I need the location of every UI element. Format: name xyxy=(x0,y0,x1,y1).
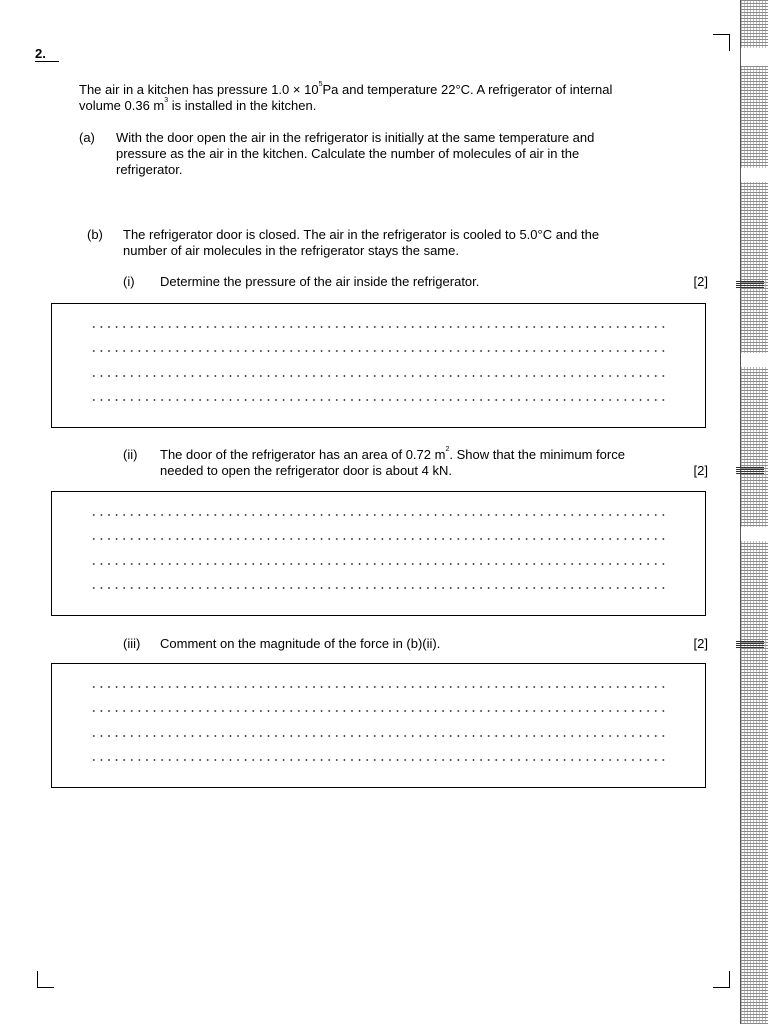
margin-tick-b-ii xyxy=(736,467,764,474)
answer-line xyxy=(90,538,670,540)
answer-box-b-i[interactable] xyxy=(51,303,706,428)
question-intro xyxy=(79,82,679,114)
answer-line xyxy=(90,399,670,401)
part-a-label: (a) xyxy=(79,130,95,145)
answer-line xyxy=(90,759,670,761)
answer-line xyxy=(90,735,670,737)
question-number-underline xyxy=(35,61,59,62)
answer-line xyxy=(90,710,670,712)
part-b-ii-label: (ii) xyxy=(123,447,138,462)
margin-strip-gap xyxy=(741,353,768,367)
answer-line xyxy=(90,514,670,516)
intro-line-2: volume 0.36 $m^3$ is installed in the kitchen. xyxy=(79,97,317,113)
question-number: 2. xyxy=(35,46,46,61)
answer-line xyxy=(90,686,670,688)
crop-mark-bottom-left xyxy=(37,987,54,988)
answer-line xyxy=(90,563,670,565)
crop-mark-top-right-vertical xyxy=(729,34,730,51)
part-b-i-text: Determine the pressure of the air inside the refrigerator. xyxy=(160,274,480,289)
margin-strip-gap xyxy=(741,527,768,541)
margin-strip-gap xyxy=(741,48,768,66)
part-b-iii-text: Comment on the magnitude of the force in (b)(ii). xyxy=(160,636,441,651)
part-b-iii-label: (iii) xyxy=(123,636,141,651)
margin-tick-b-iii xyxy=(736,641,764,648)
part-b-label: (b) xyxy=(87,227,103,242)
margin-strip-gap xyxy=(741,168,768,182)
part-b-i-marks: [2] xyxy=(693,274,708,289)
part-a-text: With the door open the air in the refrigerator is initially at the same temperature and pressure as the air in the kitchen. Calculate the number of molecules of air in the refrigerator. xyxy=(116,130,595,177)
part-b-ii-text: The door of the refrigerator has an area of 0.72 $m^2$. Show that the minimum force needed to open the refrigerator door is about 4 kN. xyxy=(160,446,625,478)
answer-line xyxy=(90,350,670,352)
crop-mark-top-right xyxy=(713,34,730,35)
answer-line xyxy=(90,326,670,328)
margin-tick-b-i xyxy=(736,281,764,288)
crop-mark-bottom-left-vertical xyxy=(37,971,38,988)
part-b-ii-marks: [2] xyxy=(693,463,708,478)
part-b-i-label: (i) xyxy=(123,274,135,289)
crop-mark-bottom-right xyxy=(713,987,730,988)
answer-box-b-iii[interactable] xyxy=(51,663,706,788)
crop-mark-bottom-right-vertical xyxy=(729,971,730,988)
intro-line-1: The air in a kitchen has pressure $1.0 \times 10^5Pa$ and temperature 22°C. A refrigerator of internal xyxy=(79,81,613,97)
part-b-iii-marks: [2] xyxy=(693,636,708,651)
answer-line xyxy=(90,587,670,589)
part-b-text: The refrigerator door is closed. The air in the refrigerator is cooled to 5.0°C and the number of air molecules in the refrigerator stays the same. xyxy=(123,227,600,258)
examiner-margin-strip xyxy=(740,0,768,1024)
answer-line xyxy=(90,375,670,377)
answer-box-b-ii[interactable] xyxy=(51,491,706,616)
